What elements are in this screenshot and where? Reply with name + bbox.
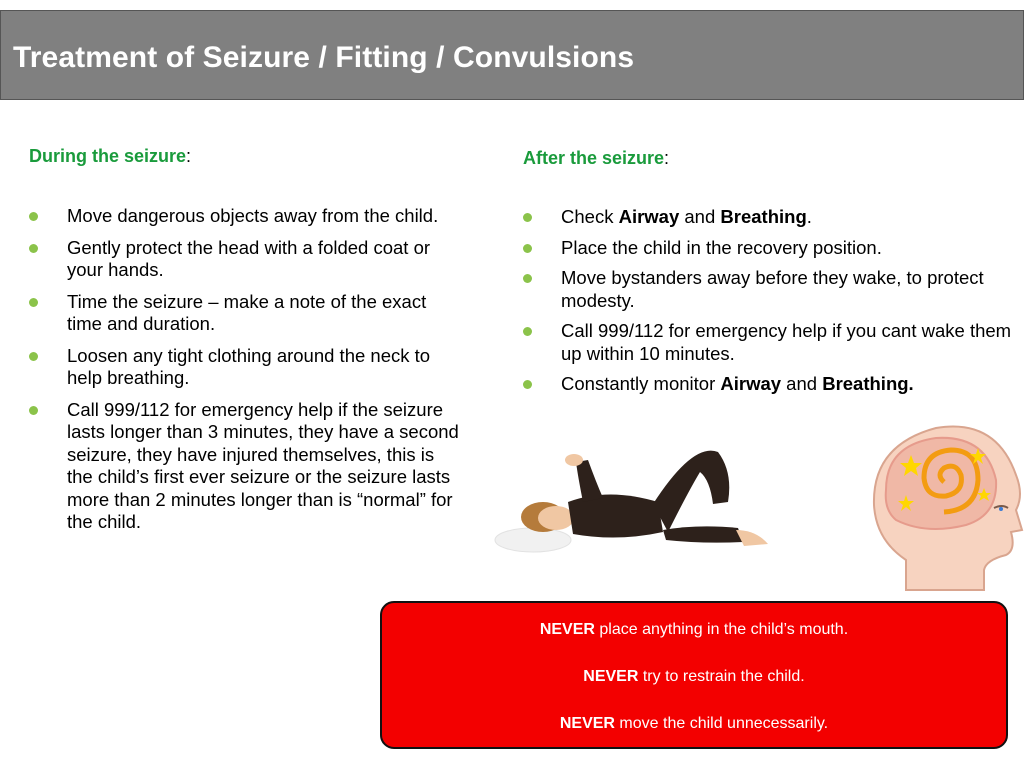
- list-item-text: .: [806, 206, 812, 227]
- list-item-text: Move dangerous objects away from the child.: [67, 205, 439, 226]
- list-item: [29, 345, 459, 390]
- bullet-icon: [29, 244, 38, 253]
- warning-text: place anything in the child’s mouth.: [594, 621, 849, 638]
- never-label: NEVER: [583, 668, 639, 685]
- warning-box: [380, 601, 1008, 749]
- lying-person-photo: [488, 432, 784, 562]
- list-item-text: Move bystanders away before they wake, to protect modesty.: [561, 267, 984, 311]
- list-item-text: and: [679, 206, 721, 227]
- bullet-icon: [29, 212, 38, 221]
- warning-text: move the child unnecessarily.: [614, 715, 829, 732]
- bullet-icon: [29, 298, 38, 307]
- list-item: [523, 373, 1018, 396]
- never-label: NEVER: [539, 621, 595, 638]
- after-seizure-heading-text: After the seizure: [523, 148, 665, 168]
- heading-colon: :: [186, 146, 192, 166]
- airway-label: Airway: [618, 206, 680, 227]
- during-seizure-heading-text: During the seizure: [29, 146, 187, 166]
- bullet-icon: [523, 213, 532, 222]
- list-item-text: Time the seizure – make a note of the exact time and duration.: [67, 290, 427, 334]
- list-item-text: Call 999/112 for emergency help if you cant wake them up within 10 minutes.: [561, 320, 1012, 364]
- breathing-label: Breathing.: [822, 373, 914, 394]
- warning-line: [382, 668, 1006, 686]
- list-item: [523, 237, 1018, 260]
- warning-text: try to restrain the child.: [638, 668, 805, 685]
- after-seizure-heading: [523, 148, 669, 169]
- page-title: Treatment of Seizure / Fitting / Convulsions: [13, 41, 635, 74]
- list-item-text: Gently protect the head with a folded coat or your hands.: [67, 236, 431, 280]
- list-item-text: and: [781, 373, 823, 394]
- bullet-icon: [29, 352, 38, 361]
- list-item: [29, 205, 459, 228]
- bullet-icon: [523, 327, 532, 336]
- heading-colon: :: [664, 148, 670, 168]
- bullet-icon: [523, 274, 532, 283]
- during-seizure-list: [29, 205, 459, 543]
- after-seizure-list: [523, 206, 1018, 404]
- list-item-text: Place the child in the recovery position.: [561, 236, 882, 258]
- breathing-label: Breathing: [720, 206, 807, 227]
- list-item: [29, 237, 459, 282]
- list-item: [523, 320, 1018, 365]
- list-item: [29, 291, 459, 336]
- title-bar: [0, 10, 1024, 100]
- list-item-text: Call 999/112 for emergency help if the seizure lasts longer than 3 minutes, they have a second seizure, they have injured themselves, this is the child’s first ever seizure or the seizure lasts more than 2 minutes longer than is “normal” for the child.: [67, 398, 459, 532]
- bullet-icon: [523, 244, 532, 253]
- list-item: [523, 206, 1018, 229]
- never-label: NEVER: [559, 715, 615, 732]
- during-seizure-heading: [29, 146, 191, 167]
- bullet-icon: [523, 380, 532, 389]
- warning-line: [382, 715, 1006, 733]
- airway-label: Airway: [720, 373, 782, 394]
- list-item-text: Constantly monitor: [561, 373, 721, 394]
- brain-head-illustration: [866, 420, 1024, 595]
- list-item: [29, 399, 459, 534]
- list-item-text: Check: [561, 206, 619, 227]
- warning-line: [382, 621, 1006, 639]
- list-item: [523, 267, 1018, 312]
- bullet-icon: [29, 406, 38, 415]
- list-item-text: Loosen any tight clothing around the neck to help breathing.: [67, 344, 431, 388]
